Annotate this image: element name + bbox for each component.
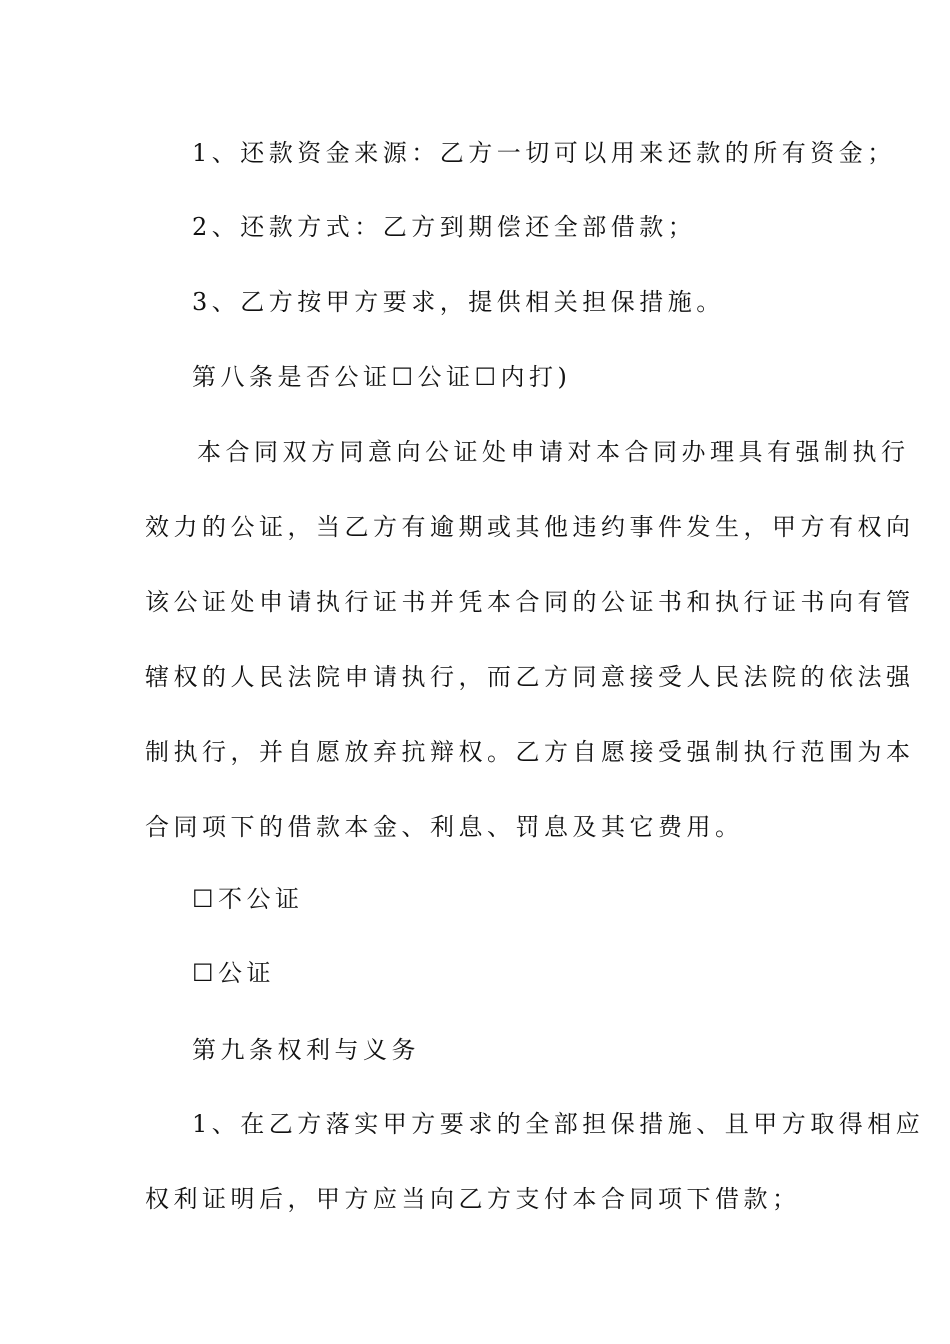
notarization-paragraph-line: 本合同双方同意向公证处申请对本合同办理具有强制执行	[197, 438, 910, 466]
rights-obligations-item-continued: 权利证明后，甲方应当向乙方支付本合同项下借款；	[145, 1185, 801, 1213]
article-9-heading: 第九条权利与义务	[192, 1036, 420, 1064]
notarization-paragraph-line: 合同项下的借款本金、利息、罚息及其它费用。	[145, 813, 744, 841]
notarization-paragraph-line: 制执行，并自愿放弃抗辩权。乙方自愿接受强制执行范围为本	[145, 738, 915, 766]
guarantee-measures-item: 3、乙方按甲方要求，提供相关担保措施。	[192, 288, 725, 316]
rights-obligations-item: 1、在乙方落实甲方要求的全部担保措施、且甲方取得相应	[192, 1110, 925, 1138]
repayment-method-item: 2、还款方式：乙方到期偿还全部借款；	[192, 213, 697, 241]
option-no-notarization: ☐不公证	[192, 885, 304, 913]
notarization-paragraph-line: 效力的公证，当乙方有逾期或其他违约事件发生，甲方有权向	[145, 513, 915, 541]
option-notarization: ☐公证	[192, 959, 276, 987]
notarization-paragraph-line: 该公证处申请执行证书并凭本合同的公证书和执行证书向有管	[145, 588, 915, 616]
repayment-source-item: 1、还款资金来源：乙方一切可以用来还款的所有资金；	[192, 139, 896, 167]
article-8-heading: 第八条是否公证☐公证☐内打)	[192, 363, 572, 391]
notarization-paragraph-line: 辖权的人民法院申请执行，而乙方同意接受人民法院的依法强	[145, 663, 915, 691]
